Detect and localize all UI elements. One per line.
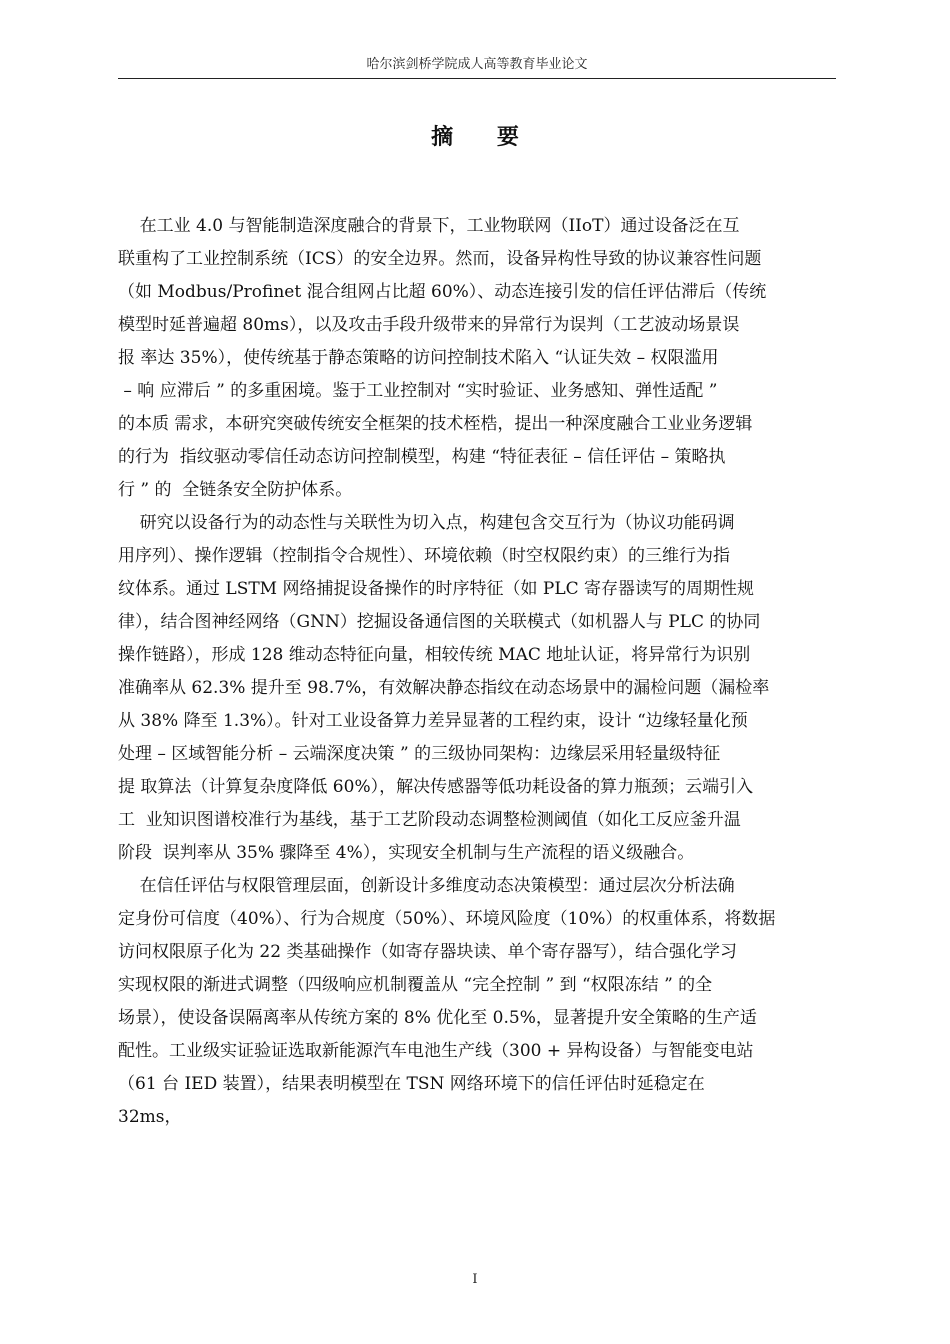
text-line: 实现权限的渐进式调整（四级响应机制覆盖从 “完全控制 ” 到 “权限冻结 ” 的全	[118, 975, 713, 995]
text-line: 报 率达 35%），使传统基于静态策略的访问控制技术陷入 “认证失效 – 权限滥用	[118, 348, 719, 368]
text-line: 在工业 4.0 与智能制造深度融合的背景下，工业物联网（IIoT）通过设备泛在互	[118, 216, 740, 236]
text-line: 行 ” 的 全链条安全防护体系。	[118, 480, 353, 500]
abstract-body	[118, 210, 830, 1134]
text-line: 处理 – 区域智能分析 – 云端深度决策 ” 的三级协同架构：边缘层采用轻量级特征	[118, 744, 721, 764]
page-header: 哈尔滨剑桥学院成人高等教育毕业论文	[118, 56, 836, 79]
text-line: 用序列）、操作逻辑（控制指令合规性）、环境依赖（时空权限约束）的三维行为指	[118, 546, 730, 566]
text-line: 研究以设备行为的动态性与关联性为切入点，构建包含交互行为（协议功能码调	[118, 513, 735, 533]
text-line: 配性。工业级实证验证选取新能源汽车电池生产线（300 + 异构设备）与智能变电站	[118, 1041, 754, 1061]
text-line: 联重构了工业控制系统（ICS）的安全边界。然而，设备异构性导致的协议兼容性问题	[118, 249, 762, 269]
text-line: 模型时延普遍超 80ms），以及攻击手段升级带来的异常行为误判（工艺波动场景误	[118, 315, 740, 335]
text-line: 32ms，	[118, 1107, 182, 1127]
text-line: 律），结合图神经网络（GNN）挖掘设备通信图的关联模式（如机器人与 PLC 的协同	[118, 612, 761, 632]
text-line: 操作链路），形成 128 维动态特征向量，相较传统 MAC 地址认证，将异常行为识别	[118, 645, 751, 665]
text-line: 纹体系。通过 LSTM 网络捕捉设备操作的时序特征（如 PLC 寄存器读写的周期性规	[118, 579, 755, 599]
text-line: 提 取算法（计算复杂度降低 60%），解决传感器等低功耗设备的算力瓶颈；云端引入	[118, 777, 754, 797]
text-line: – 响 应滞后 ” 的多重困境。鉴于工业控制对 “实时验证、业务感知、弹性适配 ”	[118, 381, 718, 401]
text-line: 的本质 需求，本研究突破传统安全框架的技术桎梏，提出一种深度融合工业业务逻辑	[118, 414, 753, 434]
text-line: 准确率从 62.3% 提升至 98.7%，有效解决静态指纹在动态场景中的漏检问题（漏检率	[118, 678, 770, 698]
page-number: I	[472, 1272, 478, 1287]
text-line: 的行为 指纹驱动零信任动态访问控制模型，构建 “特征表征 – 信任评估 – 策略执	[118, 447, 726, 467]
text-line: （如 Modbus/Profinet 混合组网占比超 60%）、动态连接引发的信任评估滞后（传统	[118, 282, 767, 302]
text-line: 阶段 误判率从 35% 骤降至 4%），实现安全机制与生产流程的语义级融合。	[118, 843, 695, 863]
text-line: 定身份可信度（40%）、行为合规度（50%）、环境风险度（10%）的权重体系，将数据	[118, 909, 776, 929]
text-line: 在信任评估与权限管理层面，创新设计多维度动态决策模型：通过层次分析法确	[118, 876, 735, 896]
text-line: 访问权限原子化为 22 类基础操作（如寄存器块读、单个寄存器写），结合强化学习	[118, 942, 737, 962]
text-line: 工 业知识图谱校准行为基线，基于工艺阶段动态调整检测阈值（如化工反应釜升温	[118, 810, 741, 830]
text-line: 场景），使设备误隔离率从传统方案的 8% 优化至 0.5%，显著提升安全策略的生产适	[118, 1008, 757, 1028]
text-line: 从 38% 降至 1.3%）。针对工业设备算力差异显著的工程约束，设计 “边缘轻量化预	[118, 711, 748, 731]
text-line: （61 台 IED 装置），结果表明模型在 TSN 网络环境下的信任评估时延稳定在	[118, 1074, 705, 1094]
abstract-title: 摘 要	[431, 125, 537, 150]
